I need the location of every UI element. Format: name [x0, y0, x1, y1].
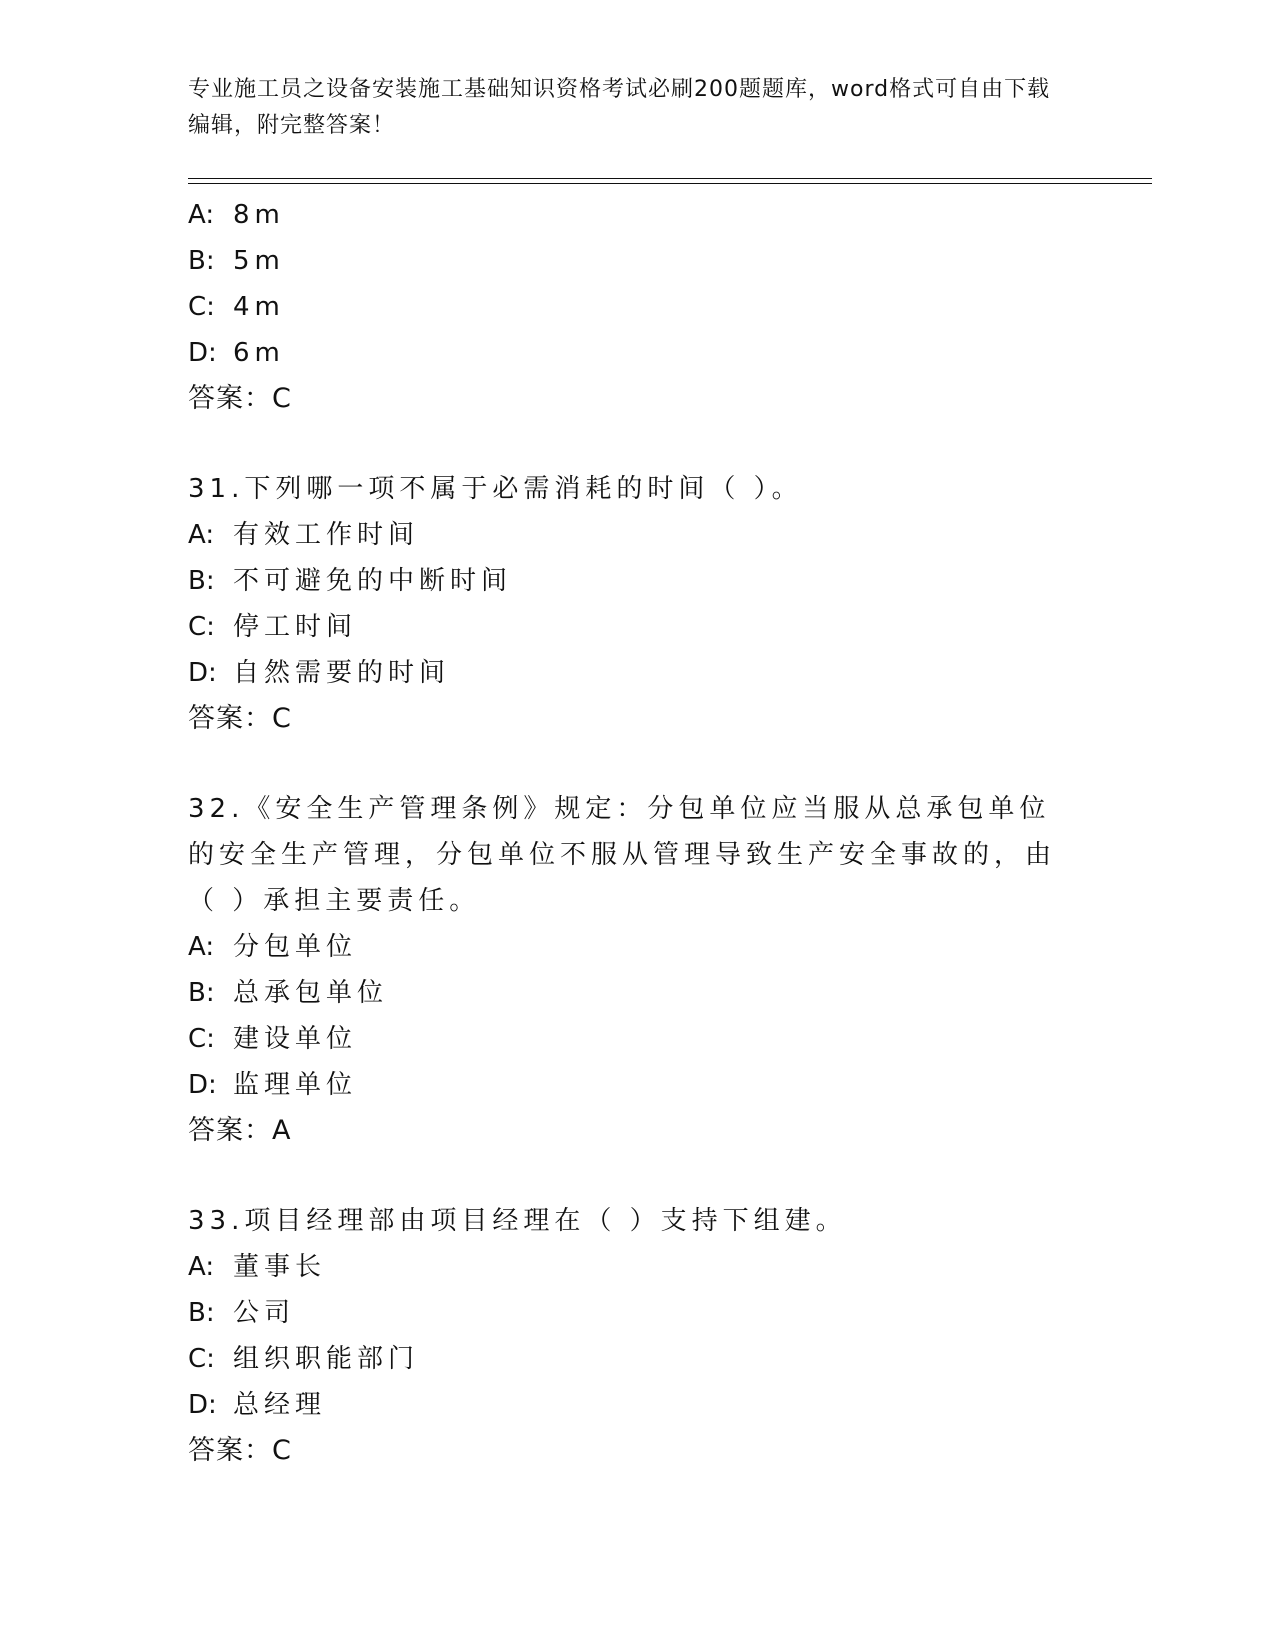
option-label: A:	[188, 520, 215, 550]
option-label: A:	[188, 932, 215, 962]
option-label: D:	[188, 338, 217, 368]
option-label: D:	[188, 658, 217, 688]
option-label: A:	[188, 1252, 215, 1282]
option-text: 4m	[233, 292, 285, 322]
option-text: 总承包单位	[233, 978, 389, 1008]
answer-line: 答案：C	[188, 383, 292, 414]
question-stem: 31.下列哪一项不属于必需消耗的时间（ ）。	[188, 474, 803, 504]
option-label: D:	[188, 1070, 217, 1100]
option-d	[188, 1382, 1088, 1428]
option-text: 有效工作时间	[233, 520, 420, 550]
option-text: 5m	[233, 246, 285, 276]
question-33	[188, 1198, 1088, 1474]
option-text: 8m	[233, 200, 285, 230]
header-divider-bottom	[188, 183, 1152, 184]
option-label: C:	[188, 612, 215, 642]
question-31	[188, 466, 1088, 742]
option-text: 建设单位	[233, 1024, 358, 1054]
option-label: A:	[188, 200, 215, 230]
option-text: 分包单位	[233, 932, 358, 962]
option-text: 监理单位	[233, 1070, 358, 1100]
option-a	[188, 924, 1088, 970]
option-text: 组织职能部门	[233, 1344, 420, 1374]
option-d	[188, 330, 1088, 376]
option-text: 公司	[233, 1298, 296, 1328]
option-label: B:	[188, 566, 215, 596]
option-text: 不可避免的中断时间	[233, 566, 513, 596]
option-text: 自然需要的时间	[233, 658, 451, 688]
option-a	[188, 192, 1088, 238]
option-label: B:	[188, 246, 215, 276]
partial-question	[188, 192, 1088, 422]
document-title: 专业施工员之设备安装施工基础知识资格考试必刷200题题库，word格式可自由下载编辑，附完整答案！	[188, 77, 1051, 138]
option-label: C:	[188, 1024, 215, 1054]
header-divider-top	[188, 178, 1152, 179]
option-a	[188, 1244, 1088, 1290]
option-c	[188, 604, 1088, 650]
option-c	[188, 1336, 1088, 1382]
option-d	[188, 650, 1088, 696]
option-d	[188, 1062, 1088, 1108]
option-b	[188, 970, 1088, 1016]
option-label: B:	[188, 1298, 215, 1328]
option-a	[188, 512, 1088, 558]
answer-line: 答案：A	[188, 1115, 292, 1146]
option-label: C:	[188, 1344, 215, 1374]
question-stem: 33.项目经理部由项目经理在（ ）支持下组建。	[188, 1206, 847, 1236]
option-label: B:	[188, 978, 215, 1008]
option-c	[188, 284, 1088, 330]
question-32	[188, 786, 1088, 1154]
option-label: D:	[188, 1390, 217, 1420]
option-label: C:	[188, 292, 215, 322]
option-b	[188, 1290, 1088, 1336]
option-text: 总经理	[233, 1390, 327, 1420]
option-b	[188, 238, 1088, 284]
question-stem: 32.《安全生产管理条例》规定：分包单位应当服从总承包单位的安全生产管理，分包单位不服从管理导致生产安全事故的，由（ ）承担主要责任。	[188, 794, 1057, 916]
option-c	[188, 1016, 1088, 1062]
option-b	[188, 558, 1088, 604]
answer-line: 答案：C	[188, 703, 292, 734]
option-text: 停工时间	[233, 612, 358, 642]
question-list	[188, 192, 1088, 1474]
answer-line: 答案：C	[188, 1435, 292, 1466]
option-text: 董事长	[233, 1252, 327, 1282]
option-text: 6m	[233, 338, 285, 368]
